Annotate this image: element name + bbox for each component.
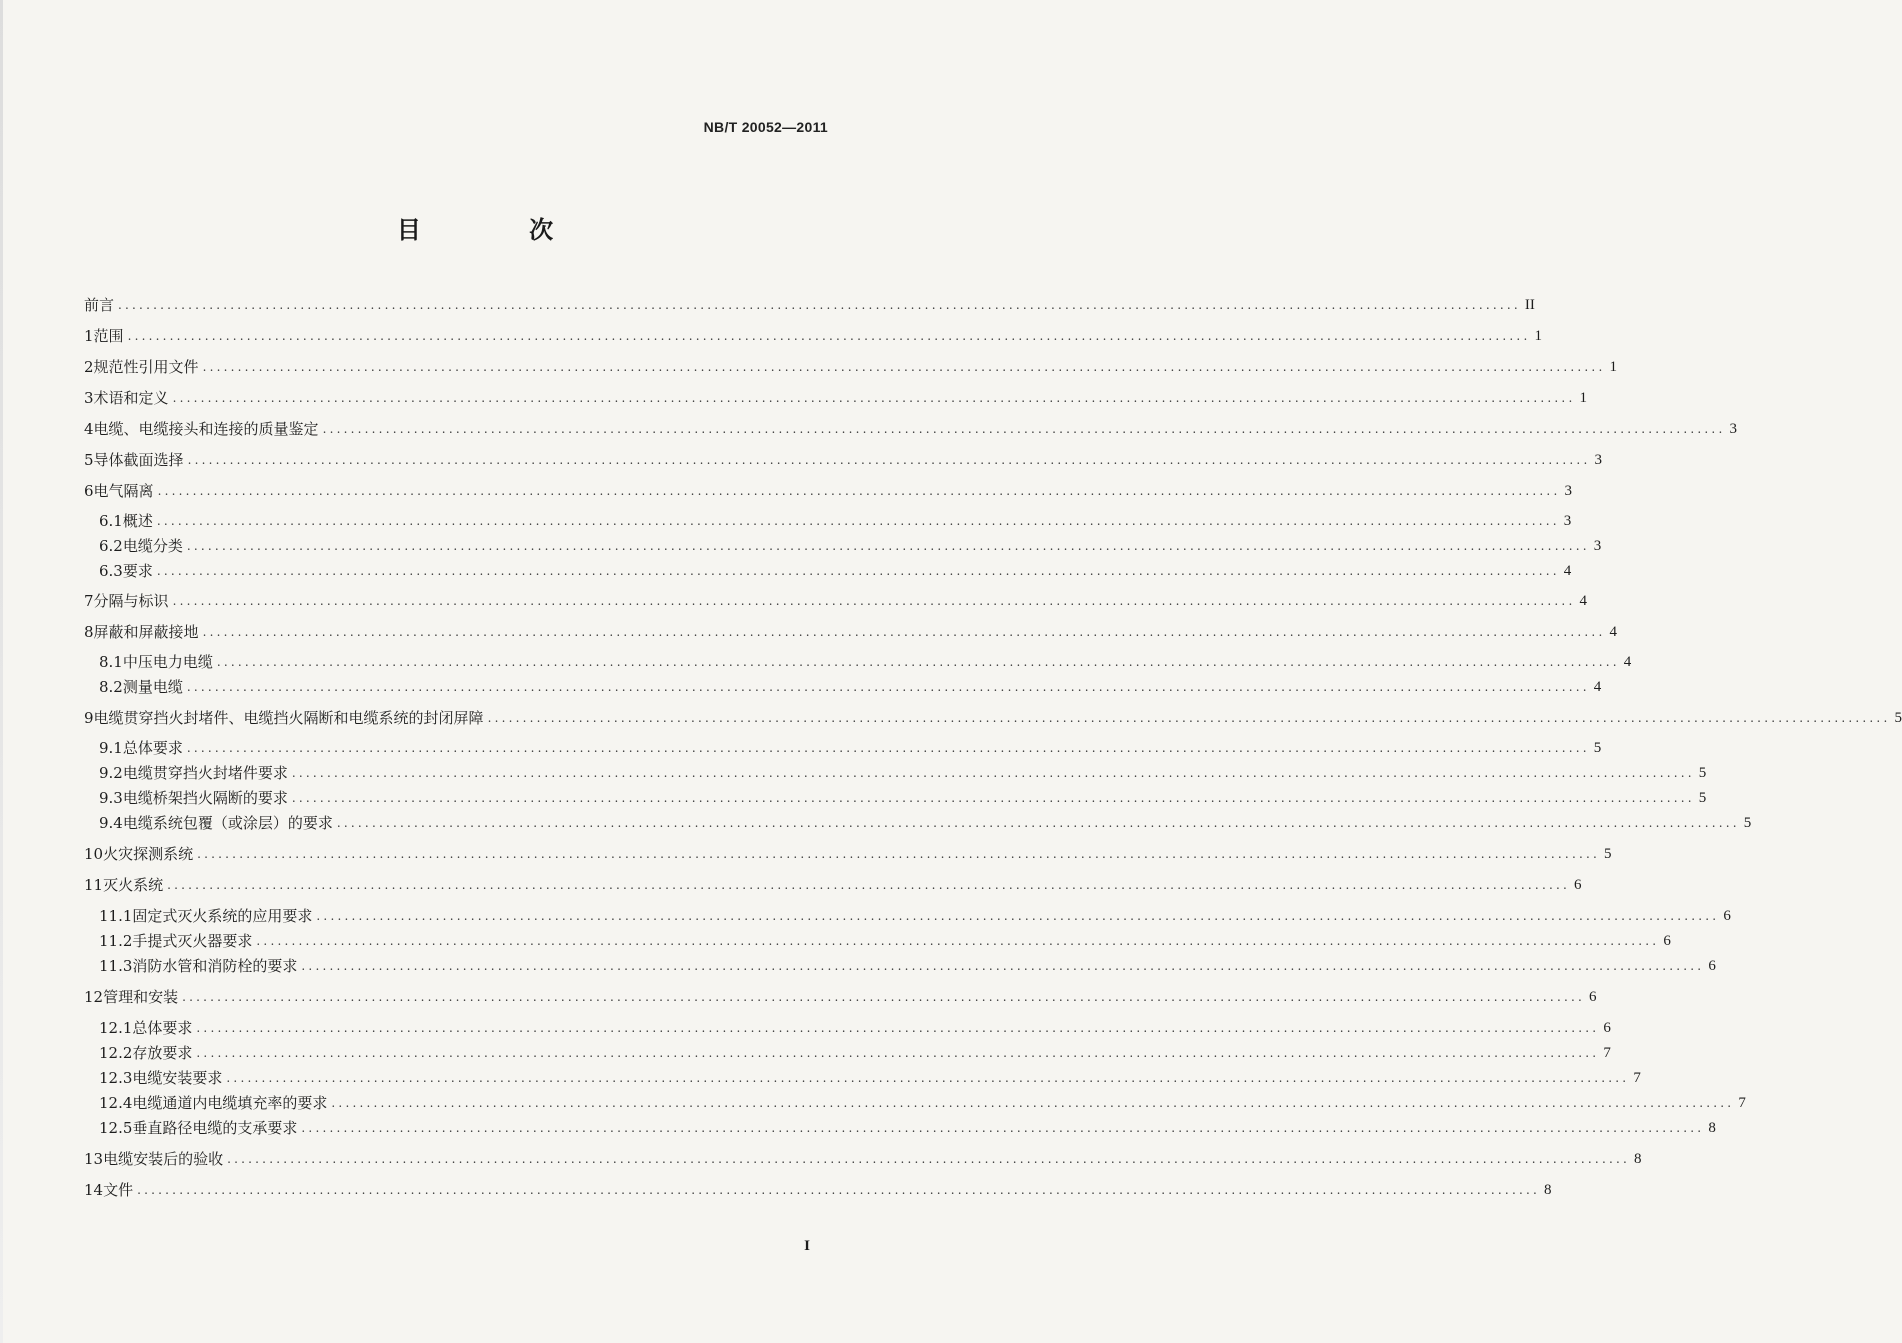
toc-entry[interactable] (99, 531, 1602, 555)
toc-entry-page: 3 (1564, 483, 1572, 499)
toc-leader-dots: ........................................................................................................................................................................................................ (487, 711, 1891, 725)
toc-entry[interactable] (84, 982, 1597, 1006)
toc-entry-number: 12.2 (99, 1044, 133, 1062)
toc-entry-number: 13 (84, 1150, 104, 1168)
toc-entry-page: 6 (1708, 958, 1716, 974)
toc-leader-dots: ........................................................................................................................................................................................................ (186, 680, 1590, 694)
toc-entry-page: 4 (1623, 654, 1632, 670)
toc-entry-title: 电气隔离 (93, 482, 154, 500)
toc-entry-number: 2 (84, 358, 94, 376)
toc-entry[interactable] (99, 733, 1602, 757)
toc-entry[interactable] (99, 951, 1716, 975)
toc-entry-title: 电缆通道内电缆填充率的要求 (132, 1094, 328, 1112)
toc-entry[interactable] (99, 1088, 1746, 1112)
toc-entry-page: 7 (1603, 1045, 1611, 1061)
toc-leader-dots: ........................................................................................................................................................................................................ (331, 1096, 1735, 1110)
toc-entry-page: 4 (1593, 679, 1602, 695)
toc-entry-title: 电缆安装后的验收 (103, 1150, 224, 1168)
toc-entry[interactable] (99, 1038, 1611, 1062)
toc-entry[interactable] (84, 839, 1612, 863)
toc-entry-title: 电缆桥架挡火隔断的要求 (122, 789, 288, 807)
toc-leader-dots: ........................................................................................................................................................................................................ (187, 453, 1591, 467)
toc-entry-title: 规范性引用文件 (93, 358, 199, 376)
toc-entry[interactable] (84, 445, 1602, 469)
toc-entry-page: 7 (1633, 1070, 1641, 1086)
toc-entry[interactable] (99, 926, 1671, 950)
toc-entry-number: 12 (84, 988, 104, 1006)
toc-leader-dots: ........................................................................................................................................................................................................ (167, 878, 1570, 892)
toc-entry-number: 1 (84, 327, 94, 345)
toc-entry-number: 6 (84, 482, 94, 500)
toc-leader-dots: ........................................................................................................................................................................................................ (202, 360, 1606, 374)
toc-leader-dots: ........................................................................................................................................................................................................ (186, 741, 1590, 755)
toc-leader-dots: ........................................................................................................................................................................................................ (182, 990, 1585, 1004)
toc-leader-dots: ........................................................................................................................................................................................................ (196, 1046, 1600, 1060)
toc-entry[interactable] (84, 383, 1587, 407)
toc-leader-dots: ........................................................................................................................................................................................................ (227, 1152, 1630, 1166)
toc-entry[interactable] (84, 1175, 1552, 1199)
toc-entry-page: 5 (1894, 710, 1902, 726)
toc-entry-number: 11 (84, 876, 104, 894)
toc-entry-number: 12.1 (99, 1019, 133, 1037)
toc-entry-page: 6 (1663, 933, 1671, 949)
toc-leader-dots: ........................................................................................................................................................................................................ (172, 594, 1576, 608)
toc-leader-dots: ........................................................................................................................................................................................................ (118, 298, 1521, 312)
toc-entry-page: 3 (1729, 421, 1737, 437)
toc-leader-dots: ........................................................................................................................................................................................................ (157, 484, 1561, 498)
toc-entry-page: 8 (1708, 1120, 1716, 1136)
toc-entry-title: 导体截面选择 (93, 451, 184, 469)
toc-entry-number: 12.3 (99, 1069, 133, 1087)
toc-entry-page: 3 (1593, 538, 1602, 554)
toc-leader-dots: ........................................................................................................................................................................................................ (127, 329, 1531, 343)
toc-entry-title: 要求 (122, 562, 153, 580)
toc-entry[interactable] (84, 1144, 1642, 1168)
toc-entry-title: 屏蔽和屏蔽接地 (93, 623, 199, 641)
toc-entry-page: 6 (1723, 908, 1731, 924)
toc-entry-number: 8.1 (99, 653, 123, 671)
toc-entry[interactable] (99, 1113, 1716, 1137)
toc-leader-dots: ........................................................................................................................................................................................................ (202, 625, 1606, 639)
toc-entry-number: 9.4 (99, 814, 123, 832)
toc-entry-title: 概述 (122, 512, 153, 530)
toc-leader-dots: ........................................................................................................................................................................................................ (172, 391, 1576, 405)
toc-leader-dots: ........................................................................................................................................................................................................ (301, 959, 1705, 973)
toc-leader-dots: ........................................................................................................................................................................................................ (336, 816, 1740, 830)
toc-entry-number: 5 (84, 451, 94, 469)
toc-entry-title: 电缆贯穿挡火封堵件、电缆挡火隔断和电缆系统的封闭屏障 (93, 709, 484, 727)
toc-entry-page: 6 (1574, 877, 1582, 893)
toc-entry-title: 固定式灭火系统的应用要求 (132, 907, 313, 925)
toc-entry-title: 灭火系统 (103, 876, 164, 894)
toc-entry-number: 6.3 (99, 562, 123, 580)
toc-entry-number: 12.5 (99, 1119, 133, 1137)
toc-entry[interactable] (84, 352, 1617, 376)
toc-entry-page: 1 (1534, 328, 1542, 344)
toc-entry-number: 11.3 (99, 957, 133, 975)
toc-entry-title: 消防水管和消防栓的要求 (132, 957, 298, 975)
toc-entry-number: 4 (84, 420, 94, 438)
toc-entry-page: 5 (1698, 765, 1707, 781)
toc-entry-title: 范围 (93, 327, 124, 345)
toc-entry-number: 9.3 (99, 789, 123, 807)
toc-entry-number: 9.2 (99, 764, 123, 782)
toc-leader-dots: ........................................................................................................................................................................................................ (301, 1121, 1705, 1135)
toc-entry[interactable] (99, 1013, 1611, 1037)
toc-leader-dots: ........................................................................................................................................................................................................ (137, 1183, 1540, 1197)
toc-entry-title: 前言 (84, 296, 115, 314)
toc-entry-title: 管理和安装 (103, 988, 179, 1006)
toc-entry[interactable] (99, 672, 1602, 696)
scan-edge (0, 0, 3, 1343)
toc-entry-number: 9.1 (99, 739, 123, 757)
toc-entry-number: 11.1 (99, 907, 133, 925)
toc-entry-title: 垂直路径电缆的支承要求 (132, 1119, 298, 1137)
toc-entry[interactable] (84, 476, 1572, 500)
toc-entry[interactable] (99, 506, 1572, 530)
standard-code: NB/T 20052—2011 (703, 119, 828, 135)
toc-entry-page: 4 (1609, 624, 1617, 640)
toc-entry-title: 电缆系统包覆（或涂层）的要求 (122, 814, 333, 832)
toc-entry-title: 电缆、电缆接头和连接的质量鉴定 (93, 420, 319, 438)
toc-leader-dots: ........................................................................................................................................................................................................ (156, 514, 1560, 528)
toc-entry-title: 测量电缆 (122, 678, 183, 696)
toc-entry-title: 火灾探测系统 (103, 845, 194, 863)
toc-entry-number: 8.2 (99, 678, 123, 696)
toc-entry-title: 电缆安装要求 (132, 1069, 223, 1087)
toc-entry-page: 1 (1579, 390, 1587, 406)
toc-entry-title: 文件 (103, 1181, 134, 1199)
page-number: I (804, 1238, 810, 1254)
toc-leader-dots: ........................................................................................................................................................................................................ (186, 539, 1590, 553)
toc-entry-title: 电缆贯穿挡火封堵件要求 (122, 764, 288, 782)
toc-entry[interactable] (99, 1063, 1641, 1087)
toc-entry-page: 8 (1544, 1182, 1552, 1198)
toc-entry-page: 7 (1738, 1095, 1746, 1111)
toc-entry-title: 术语和定义 (93, 389, 169, 407)
toc-entry-title: 存放要求 (132, 1044, 193, 1062)
toc-entry[interactable] (99, 783, 1707, 807)
toc-leader-dots: ........................................................................................................................................................................................................ (316, 909, 1720, 923)
toc-entry[interactable] (99, 808, 1752, 832)
toc-leader-dots: ........................................................................................................................................................................................................ (256, 934, 1660, 948)
toc-entry-page: 3 (1563, 513, 1572, 529)
toc-entry-number: 7 (84, 592, 94, 610)
toc-entry[interactable] (84, 414, 1737, 438)
toc-entry-page: 4 (1579, 593, 1587, 609)
toc-entry-title: 总体要求 (122, 739, 183, 757)
toc-entry-page: 6 (1603, 1020, 1611, 1036)
toc-leader-dots: ........................................................................................................................................................................................................ (197, 847, 1600, 861)
toc-entry-page: 1 (1609, 359, 1617, 375)
toc-entry[interactable] (84, 870, 1582, 894)
toc-entry[interactable] (84, 290, 1535, 314)
toc-entry[interactable] (84, 703, 1902, 727)
toc-entry-number: 10 (84, 845, 104, 863)
toc-leader-dots: ........................................................................................................................................................................................................ (216, 655, 1620, 669)
toc-entry[interactable] (84, 321, 1542, 345)
toc-entry[interactable] (99, 647, 1632, 671)
toc-entry-number: 11.2 (99, 932, 133, 950)
toc-entry-page: 5 (1593, 740, 1602, 756)
toc-entry-number: 3 (84, 389, 94, 407)
toc-entry-title: 总体要求 (132, 1019, 193, 1037)
toc-entry-number: 8 (84, 623, 94, 641)
toc-leader-dots: ........................................................................................................................................................................................................ (196, 1021, 1600, 1035)
toc-leader-dots: ........................................................................................................................................................................................................ (226, 1071, 1630, 1085)
toc-entry-title: 中压电力电缆 (122, 653, 213, 671)
toc-entry[interactable] (84, 586, 1587, 610)
toc-entry[interactable] (99, 758, 1707, 782)
toc-entry-page: 8 (1634, 1151, 1642, 1167)
toc-entry-title: 电缆分类 (122, 537, 183, 555)
toc-leader-dots: ........................................................................................................................................................................................................ (291, 766, 1695, 780)
toc-entry-number: 12.4 (99, 1094, 133, 1112)
toc-entry[interactable] (99, 556, 1572, 580)
toc-leader-dots: ........................................................................................................................................................................................................ (156, 564, 1560, 578)
toc-entry-number: 6.1 (99, 512, 123, 530)
page-title: 目 次 (396, 216, 604, 244)
toc-entry-page: 6 (1589, 989, 1597, 1005)
toc-entry[interactable] (99, 901, 1731, 925)
toc-entry-page: 3 (1594, 452, 1602, 468)
toc-entry-title: 分隔与标识 (93, 592, 169, 610)
toc-entry-number: 9 (84, 709, 94, 727)
toc-leader-dots: ........................................................................................................................................................................................................ (291, 791, 1695, 805)
toc-entry-page: 5 (1743, 815, 1752, 831)
toc-entry-title: 手提式灭火器要求 (132, 932, 253, 950)
toc-leader-dots: ........................................................................................................................................................................................................ (322, 422, 1726, 436)
toc-entry-number: 14 (84, 1181, 104, 1199)
toc-entry[interactable] (84, 617, 1617, 641)
toc-entry-page: 5 (1604, 846, 1612, 862)
toc-entry-page: 4 (1563, 563, 1572, 579)
toc-entry-number: 6.2 (99, 537, 123, 555)
toc-entry-page: II (1524, 297, 1535, 313)
toc-entry-page: 5 (1698, 790, 1707, 806)
